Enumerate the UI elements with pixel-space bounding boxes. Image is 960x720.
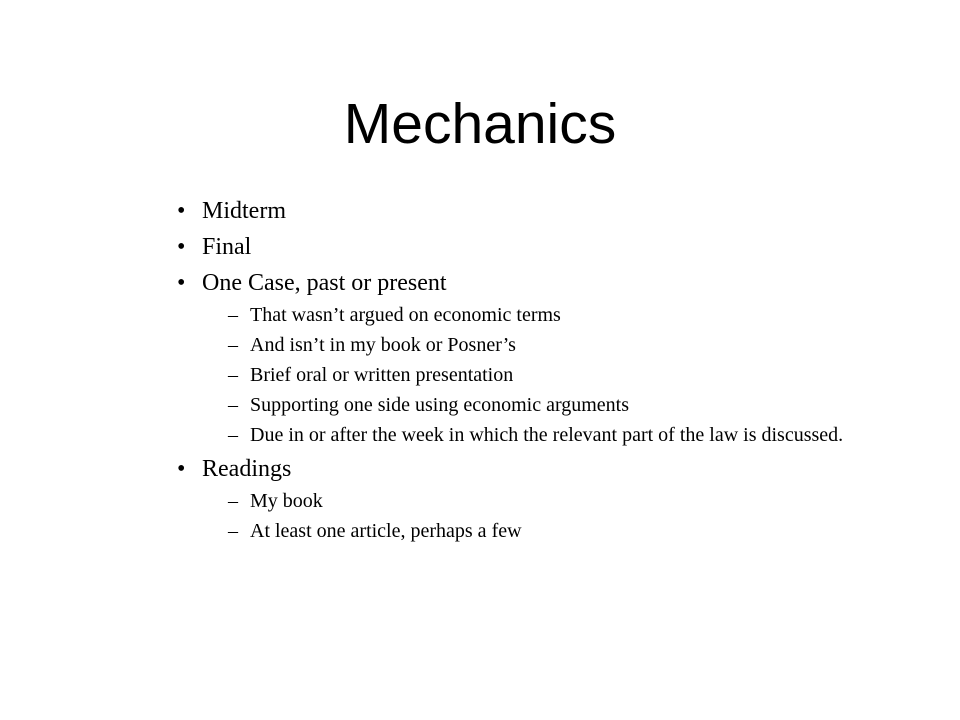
bullet-item-one-case [176,268,876,298]
bullet-item-final [176,232,876,262]
bullet-item-readings [176,454,876,484]
bullet-text: Readings [202,456,292,482]
sub-bullet-text: And isn’t in my book or Posner’s [250,334,516,356]
slide-title: Mechanics [343,92,617,156]
case-sublist [176,304,876,446]
sub-bullet-text: Brief oral or written presentation [250,364,514,386]
dash-marker: – [228,424,238,446]
bullet-text: Final [202,234,252,260]
sub-bullet-item [176,424,868,446]
bullet-marker: • [177,234,186,260]
dash-marker: – [228,334,238,356]
bullet-list [176,196,876,550]
sub-bullet-text: My book [250,490,323,512]
sub-bullet-item [176,334,868,356]
sub-bullet-text: Supporting one side using economic arguments [250,394,630,416]
dash-marker: – [228,304,238,326]
sub-bullet-item [176,364,868,386]
bullet-marker: • [177,270,186,296]
sub-bullet-item [176,304,868,326]
dash-marker: – [228,364,238,386]
dash-marker: – [228,394,238,416]
sub-bullet-text: Due in or after the week in which the relevant part of the law is discussed. [250,424,844,446]
sub-bullet-item [176,490,868,512]
sub-bullet-item [176,394,868,416]
bullet-text: One Case, past or present [202,270,447,296]
bullet-text: Midterm [202,198,286,224]
dash-marker: – [228,520,238,542]
bullet-marker: • [177,198,186,224]
bullet-marker: • [177,456,186,482]
sub-bullet-text: At least one article, perhaps a few [250,520,522,542]
sub-bullet-text: That wasn’t argued on economic terms [250,304,561,326]
sub-bullet-item [176,520,868,542]
readings-sublist [176,490,876,542]
bullet-item-midterm [176,196,876,226]
dash-marker: – [228,490,238,512]
